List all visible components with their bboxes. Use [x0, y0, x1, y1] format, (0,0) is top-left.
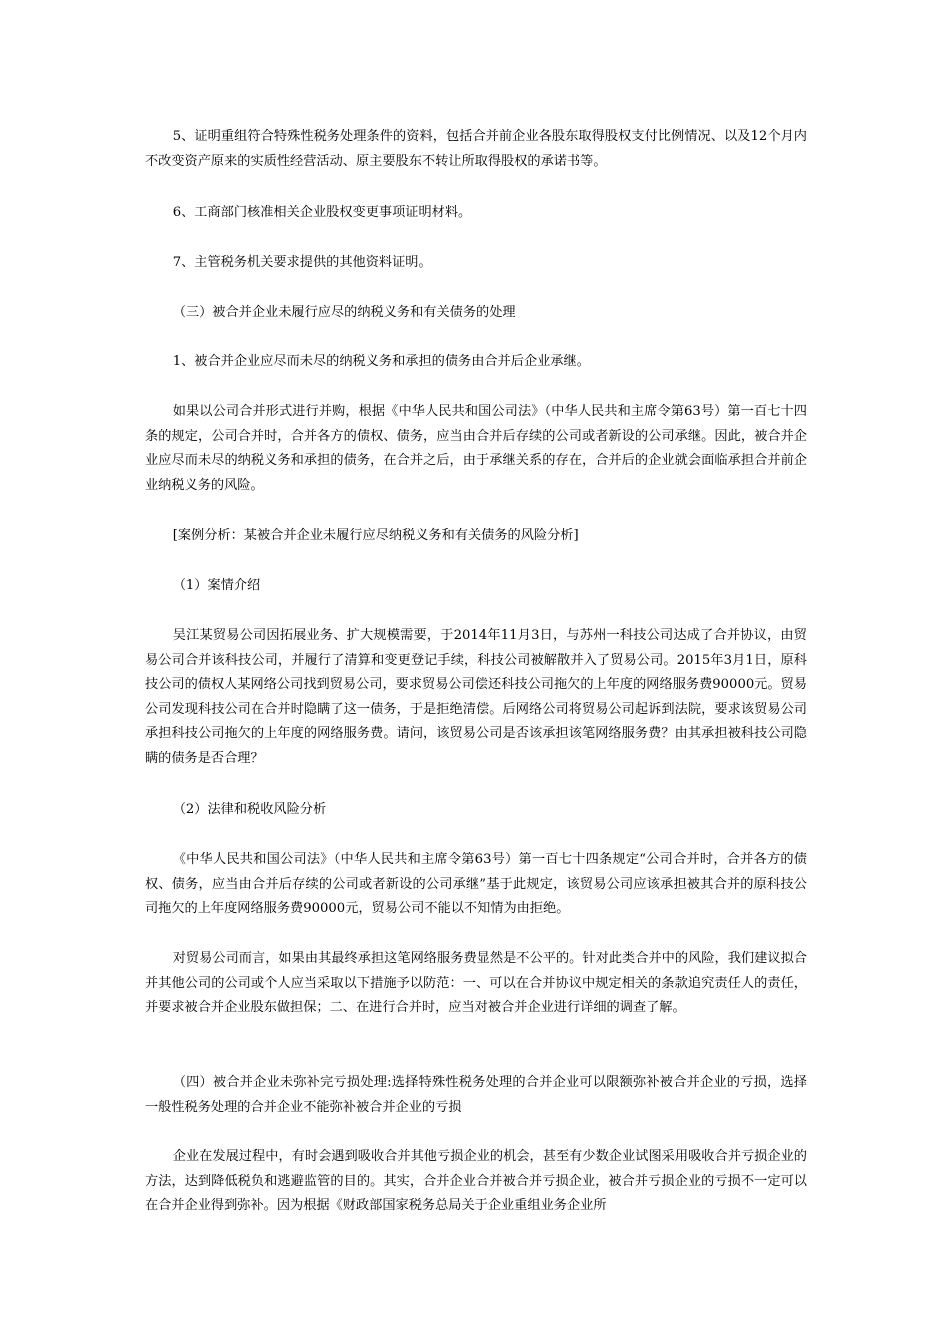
- case-analysis-title: [案例分析：某被合并企业未履行应尽纳税义务和有关债务的风险分析]: [172, 528, 579, 543]
- risk-analysis-body: 《中华人民共和国公司法》（中华人民共和主席令第63号）第一百七十四条规定“公司合并时，合并各方的债权、债务，应当由合并后存续的公司或者新设的公司承继”基于此规定，该贸易公司应该承担被其合并的原科技公司拖欠的上年度网络服务费90000元，贸易公司不能以不知情为由拒绝。: [145, 852, 807, 916]
- paragraph-item-7: 7、主管税务机关要求提供的其他资料证明。: [172, 255, 432, 270]
- paragraph-company-law: 如果以公司合并形式进行并购，根据《中华人民共和国公司法》（中华人民共和主席令第63号）第一百七十四条的规定，公司合并时，合并各方的债权、债务，应当由合并后存续的公司或者新设的公司承继。因此，被合并企业应尽而未尽的纳税义务和承担的债务，在合并之后，由于承继关系的存在，合并后的企业就会面临承担合并前企业纳税义务的风险。: [145, 404, 807, 493]
- loss-compensation-body: 企业在发展过程中，有时会遇到吸收合并其他亏损企业的机会，甚至有少数企业试图采用吸收合并亏损企业的方法，达到降低税负和逃避监管的目的。其实，合并企业合并被合并亏损企业，被合并亏损企业的亏损不一定可以在合并企业得到弥补。因为根据《财政部国家税务总局关于企业重组业务企业所: [145, 1149, 807, 1213]
- case-intro-body: 吴江某贸易公司因拓展业务、扩大规模需要，于2014年11月3日，与苏州一科技公司达成了合并协议，由贸易公司合并该科技公司，并履行了清算和变更登记手续，科技公司被解散并入了贸易公司。2015年3月1日，原科技公司的债权人某网络公司找到贸易公司，要求贸易公司偿还科技公司拖欠的上年度的网络服务费90000元。贸易公司发现科技公司在合并时隐瞒了这一债务，于是拒绝清偿。后网络公司将贸易公司起诉到法院，要求该贸易公司承担科技公司拖欠的上年度的网络服务费。请问，该贸易公司是否该承担该笔网络服务费？由其承担被科技公司隐瞒的债务是否合理？: [145, 628, 807, 766]
- paragraph-subheading-1: 1、被合并企业应尽而未尽的纳税义务和承担的债务由合并后企业承继。: [172, 354, 590, 369]
- paragraph-item-6: 6、工商部门核准相关企业股权变更事项证明材料。: [172, 205, 472, 220]
- paragraph-item-5: 5、证明重组符合特殊性税务处理条件的资料，包括合并前企业各股东取得股权支付比例情况、以及12个月内不改变资产原来的实质性经营活动、原主要股东不转让所取得股权的承诺书等。: [145, 129, 807, 169]
- recommendation-body: 对贸易公司而言，如果由其最终承担这笔网络服务费显然是不公平的。针对此类合并中的风险，我们建议拟合并其他公司的公司或个人应当采取以下措施予以防范：一、可以在合并协议中规定相关的条款追究责任人的责任，并要求被合并企业股东做担保；二、在进行合并时，应当对被合并企业进行详细的调查了解。: [145, 951, 807, 1015]
- case-intro-heading: （1）案情介绍: [172, 578, 261, 593]
- section-heading-3: （三）被合并企业未履行应尽的纳税义务和有关债务的处理: [172, 305, 516, 320]
- section-heading-4: （四）被合并企业未弥补完亏损处理:选择特殊性税务处理的合并企业可以限额弥补被合并企业的亏损，选择一般性税务处理的合并企业不能弥补被合并企业的亏损: [145, 1075, 807, 1115]
- risk-analysis-heading: （2）法律和税收风险分析: [172, 802, 327, 817]
